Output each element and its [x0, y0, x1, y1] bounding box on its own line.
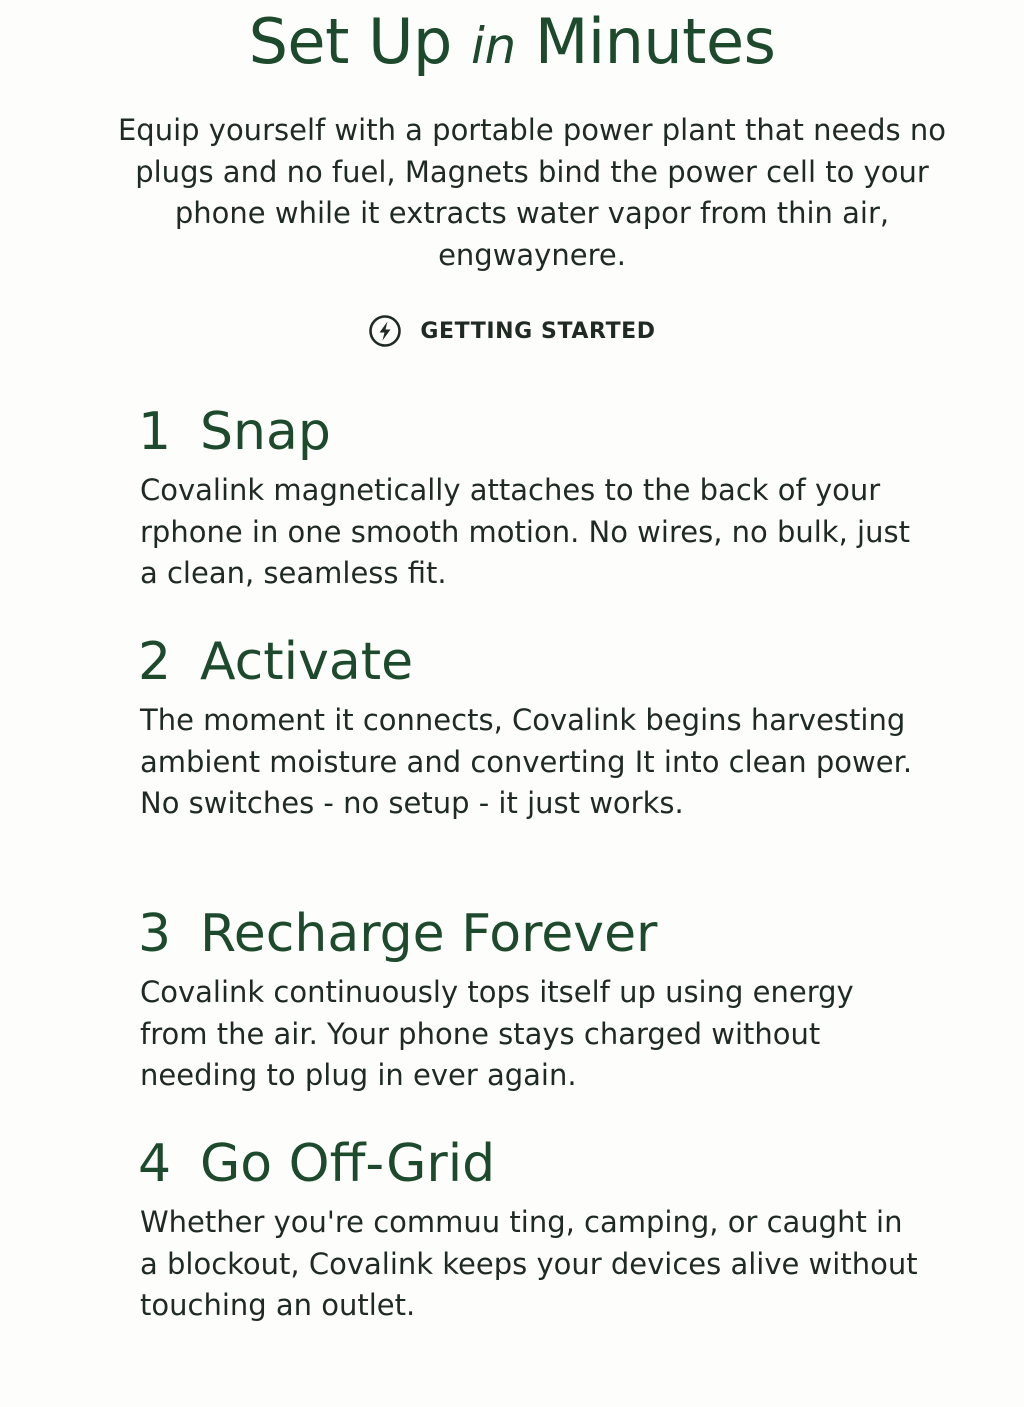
step-go-off-grid: [138, 1132, 928, 1327]
title-part-1: Set Up: [248, 5, 472, 78]
step-number: 2: [138, 632, 172, 692]
lightning-bolt-icon: [368, 314, 402, 348]
step-heading: [138, 1132, 928, 1196]
step-number: 4: [138, 1134, 172, 1194]
step-description: Covalink continuously tops itself up using energy from the air. Your phone stays charged without needing to plug in ever again.: [140, 975, 854, 1092]
step-description: Whether you're commuu ting, camping, or caught in a blockout, Covalink keeps your devices alive without touching an outlet.: [140, 1205, 918, 1322]
getting-started-label: [0, 314, 1024, 348]
intro-paragraph: Equip yourself with a portable power plant that needs no plugs and no fuel, Magnets bind the power cell to your phone while it extracts water vapor from thin air, engwaynere.: [117, 113, 946, 272]
step-activate: [138, 630, 928, 825]
step-title: Go Off-Grid: [200, 1134, 496, 1194]
step-heading: [138, 902, 928, 966]
page-title: [0, 4, 1024, 84]
step-heading: [138, 630, 928, 694]
step-recharge-forever: [138, 902, 928, 1097]
getting-started-text: GETTING STARTED: [420, 318, 656, 344]
step-title: Snap: [200, 402, 331, 462]
title-emphasis: in: [471, 17, 516, 75]
step-title: Activate: [200, 632, 414, 692]
step-title: Recharge Forever: [200, 904, 658, 964]
step-description: The moment it connects, Covalink begins harvesting ambient moisture and converting It into clean power. No switches - no setup - it just works.: [140, 703, 913, 820]
title-part-2: Minutes: [515, 5, 776, 78]
step-heading: [138, 400, 928, 464]
step-snap: [138, 400, 928, 595]
step-description: Covalink magnetically attaches to the back of your rphone in one smooth motion. No wires, no bulk, just a clean, seamless fit.: [140, 473, 910, 590]
step-number: 1: [138, 402, 172, 462]
step-number: 3: [138, 904, 172, 964]
